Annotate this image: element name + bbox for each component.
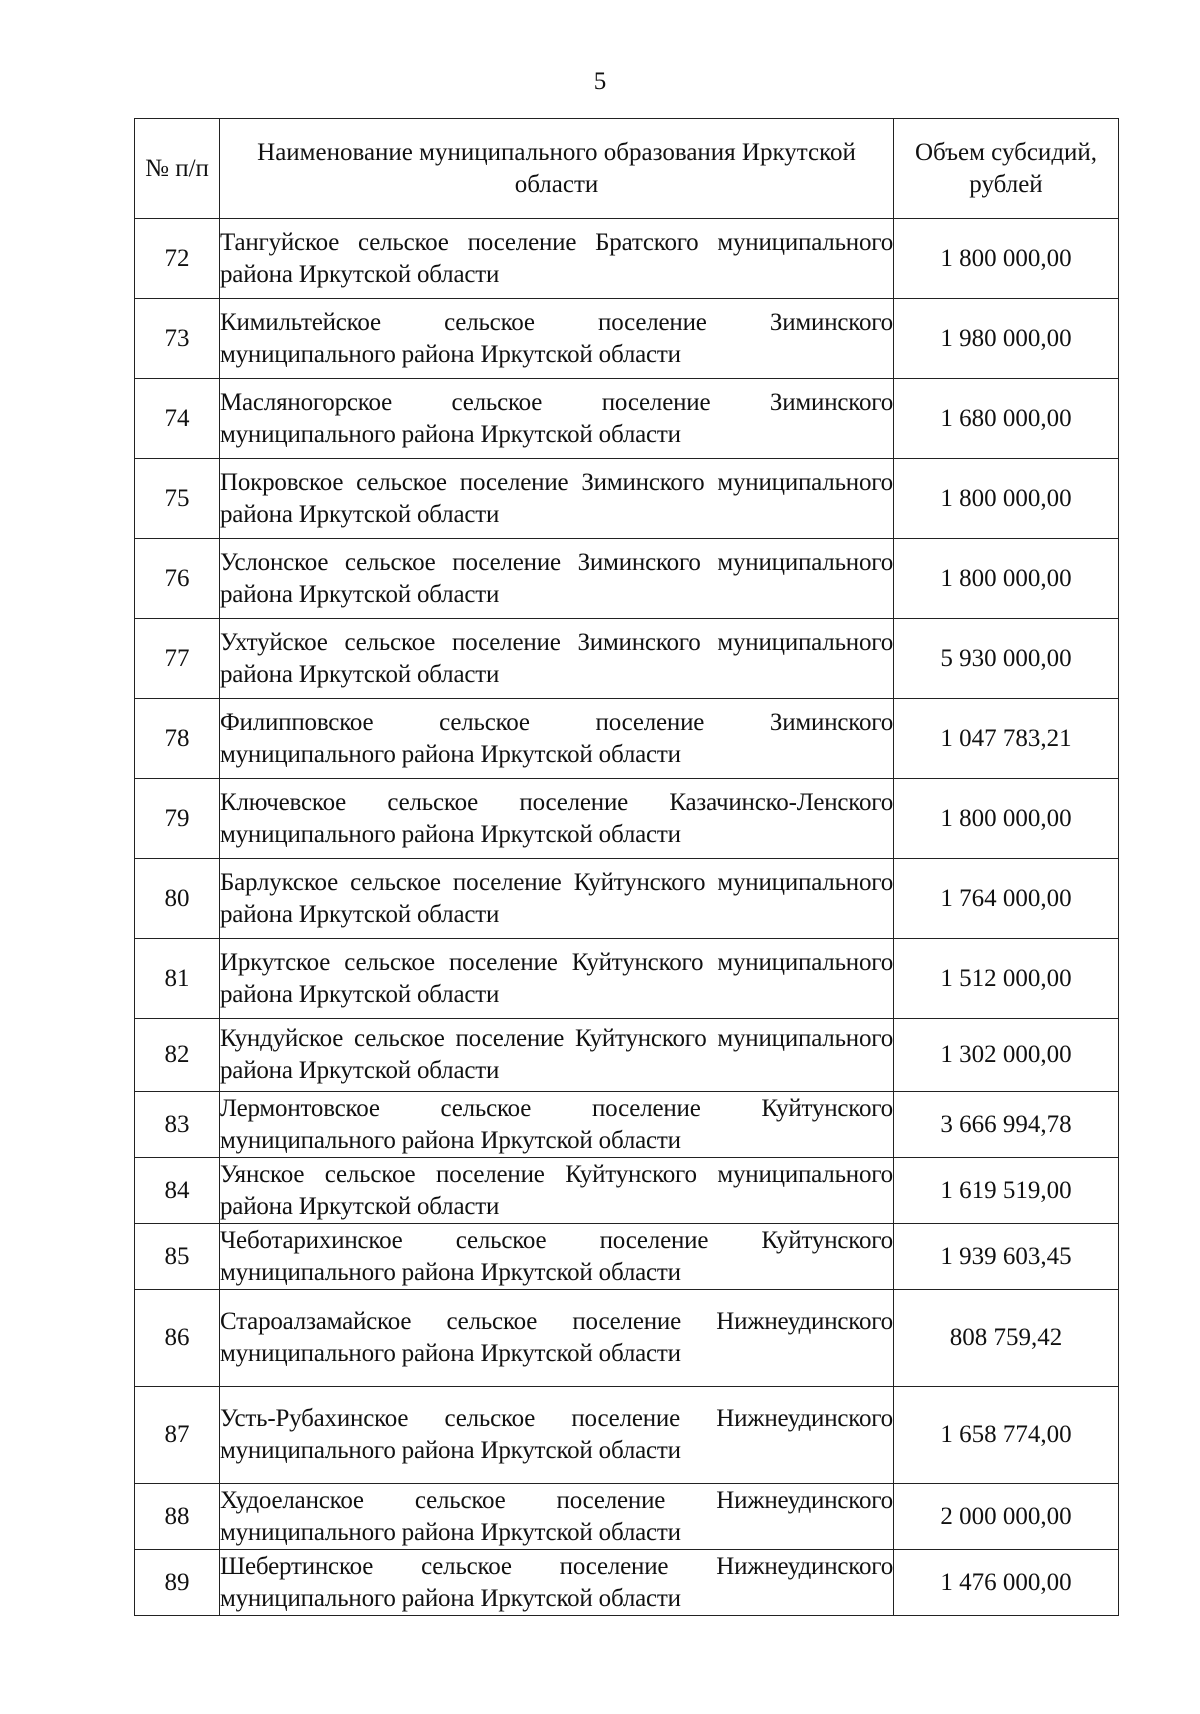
row-amount: 1 939 603,45 [894,1224,1119,1290]
row-amount: 1 800 000,00 [894,539,1119,619]
row-name: Ключевское сельское поселение Казачинско-Ленского муниципального района Иркутской области [220,779,894,859]
header-name: Наименование муниципального образования Иркутской области [220,119,894,219]
table-row [135,1224,1119,1290]
row-number: 83 [135,1092,220,1158]
row-name: Кимильтейское сельское поселение Зиминского муниципального района Иркутской области [220,299,894,379]
row-number: 80 [135,859,220,939]
row-name: Староалзамайское сельское поселение Нижнеудинского муниципального района Иркутской области [220,1290,894,1387]
row-amount: 1 047 783,21 [894,699,1119,779]
table-row [135,699,1119,779]
row-name: Услонское сельское поселение Зиминского муниципального района Иркутской области [220,539,894,619]
table-row [135,859,1119,939]
table-row [135,539,1119,619]
row-name: Барлукское сельское поселение Куйтунского муниципального района Иркутской области [220,859,894,939]
row-name: Усть-Рубахинское сельское поселение Нижнеудинского муниципального района Иркутской области [220,1387,894,1484]
table-row [135,1550,1119,1616]
row-name: Кундуйское сельское поселение Куйтунского муниципального района Иркутской области [220,1019,894,1092]
row-number: 75 [135,459,220,539]
row-number: 74 [135,379,220,459]
row-amount: 5 930 000,00 [894,619,1119,699]
table-header-row [135,119,1119,219]
row-amount: 1 658 774,00 [894,1387,1119,1484]
row-name: Лермонтовское сельское поселение Куйтунского муниципального района Иркутской области [220,1092,894,1158]
page-number: 5 [593,68,607,95]
row-number: 84 [135,1158,220,1224]
header-number: № п/п [135,119,220,219]
row-number: 89 [135,1550,220,1616]
row-amount: 1 680 000,00 [894,379,1119,459]
row-amount: 1 512 000,00 [894,939,1119,1019]
row-amount: 1 800 000,00 [894,219,1119,299]
table-row [135,459,1119,539]
table-row [135,299,1119,379]
row-name: Шебертинское сельское поселение Нижнеудинского муниципального района Иркутской области [220,1550,894,1616]
row-amount: 1 619 519,00 [894,1158,1119,1224]
row-amount: 1 476 000,00 [894,1550,1119,1616]
table-row [135,779,1119,859]
row-amount: 1 764 000,00 [894,859,1119,939]
table-row [135,1158,1119,1224]
row-amount: 3 666 994,78 [894,1092,1119,1158]
row-number: 86 [135,1290,220,1387]
table-row [135,219,1119,299]
row-name: Масляногорское сельское поселение Зиминского муниципального района Иркутской области [220,379,894,459]
row-number: 88 [135,1484,220,1550]
row-number: 78 [135,699,220,779]
row-amount: 1 800 000,00 [894,459,1119,539]
table-row [135,939,1119,1019]
header-amount: Объем субсидий, рублей [894,119,1119,219]
table-row [135,1387,1119,1484]
table-row [135,619,1119,699]
row-number: 79 [135,779,220,859]
row-name: Покровское сельское поселение Зиминского муниципального района Иркутской области [220,459,894,539]
row-name: Ухтуйское сельское поселение Зиминского муниципального района Иркутской области [220,619,894,699]
row-amount: 1 980 000,00 [894,299,1119,379]
table-row [135,1290,1119,1387]
row-name: Чеботарихинское сельское поселение Куйтунского муниципального района Иркутской области [220,1224,894,1290]
row-name: Иркутское сельское поселение Куйтунского муниципального района Иркутской области [220,939,894,1019]
row-amount: 2 000 000,00 [894,1484,1119,1550]
row-number: 81 [135,939,220,1019]
table-row [135,379,1119,459]
table-row [135,1092,1119,1158]
row-number: 77 [135,619,220,699]
table-row [135,1019,1119,1092]
row-name: Филипповское сельское поселение Зиминского муниципального района Иркутской области [220,699,894,779]
row-number: 76 [135,539,220,619]
row-number: 72 [135,219,220,299]
row-amount: 1 800 000,00 [894,779,1119,859]
row-number: 87 [135,1387,220,1484]
row-name: Тангуйское сельское поселение Братского муниципального района Иркутской области [220,219,894,299]
subsidies-table [134,118,1119,1616]
row-name: Уянское сельское поселение Куйтунского муниципального района Иркутской области [220,1158,894,1224]
row-number: 73 [135,299,220,379]
row-number: 85 [135,1224,220,1290]
row-number: 82 [135,1019,220,1092]
row-amount: 808 759,42 [894,1290,1119,1387]
row-amount: 1 302 000,00 [894,1019,1119,1092]
table-row [135,1484,1119,1550]
row-name: Худоеланское сельское поселение Нижнеудинского муниципального района Иркутской области [220,1484,894,1550]
